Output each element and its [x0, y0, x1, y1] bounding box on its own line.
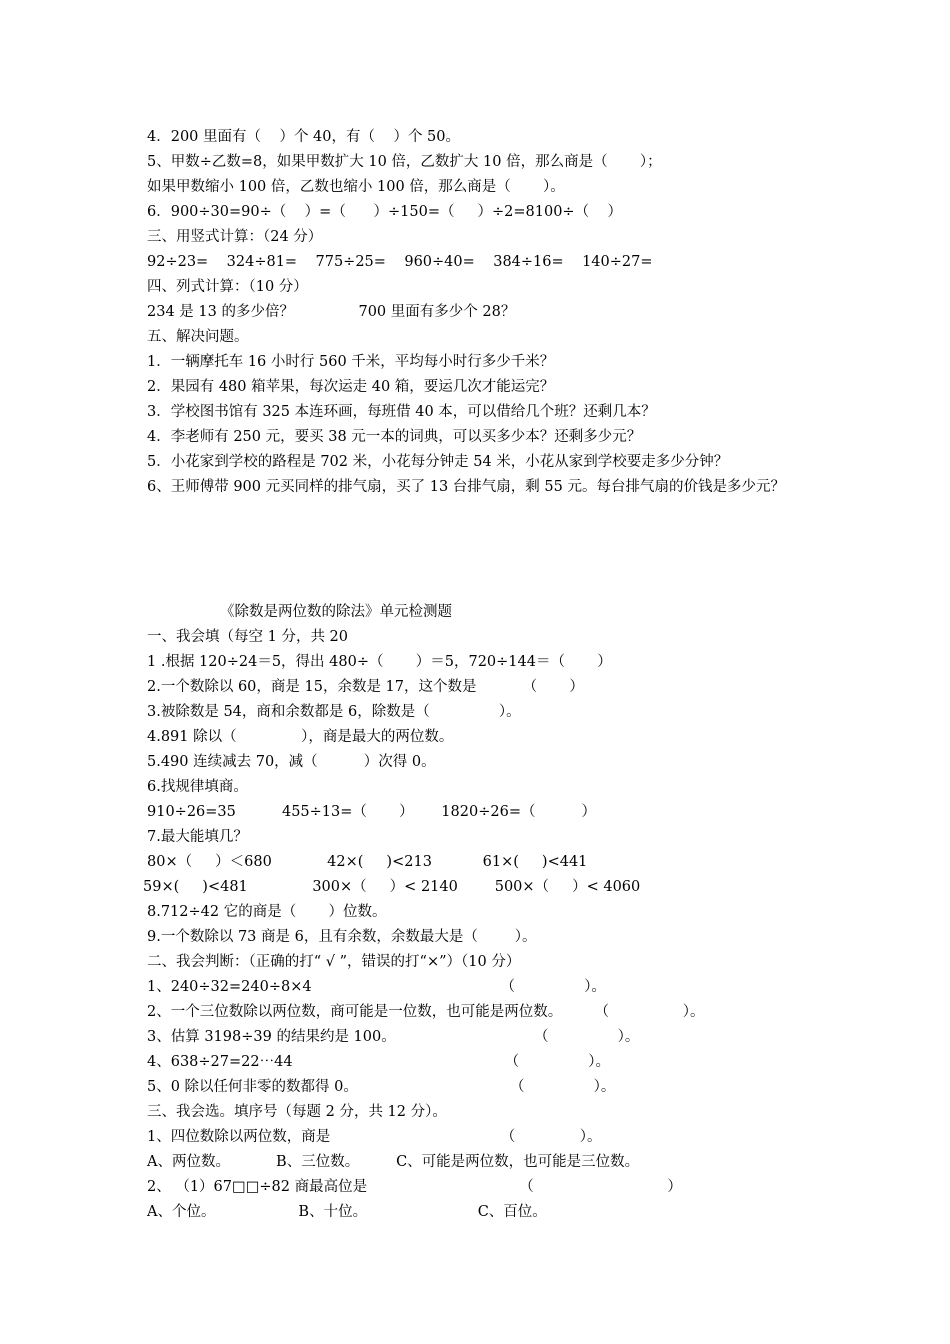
fill-item-6-pattern: 910÷26=35 455÷13=（ ） 1820÷26=（ ）	[147, 804, 597, 820]
section-heading-fill: 一、我会填（每空 1 分，共 20	[147, 629, 349, 645]
fill-q5-line1: 5、甲数÷乙数=8，如果甲数扩大 10 倍，乙数扩大 10 倍，那么商是（ ）；	[147, 154, 662, 170]
problem-3: 3．学校图书馆有 325 本连环画，每班借 40 本，可以借给几个班？还剩几本？	[147, 404, 656, 420]
fill-item-1: 1 .根据 120÷24＝5，得出 480÷（ ）＝5，720÷144＝（ ）	[147, 654, 612, 670]
fill-item-7-row2: 59×( )<481 300×（ ）< 2140 500×（ ）< 4060	[143, 879, 641, 895]
problem-4: 4．李老师有 250 元，要买 38 元一本的词典，可以买多少本？还剩多少元？	[147, 429, 642, 445]
judge-item-4: 4、638÷27=22⋯44 （ ）。	[147, 1054, 610, 1070]
test-title: 《除数是两位数的除法》单元检测题	[220, 604, 452, 620]
fill-item-4: 4.891 除以（ ），商是最大的两位数。	[147, 729, 454, 745]
problem-5: 5．小花家到学校的路程是 702 米，小花每分钟走 54 米，小花从家到学校要走多少分钟？	[147, 454, 729, 470]
judge-item-1: 1、240÷32=240÷8×4 （ ）。	[147, 979, 606, 995]
vertical-calc-problems: 92÷23= 324÷81= 775÷25= 960÷40= 384÷16= 140÷27=	[147, 254, 653, 270]
fill-q6: 6．900÷30=90÷（ ）=（ ）÷150=（ ）÷2=8100÷（ ）	[147, 204, 623, 220]
choose-item-1: 1、四位数除以两位数，商是 （ ）。	[147, 1129, 602, 1145]
judge-item-3: 3、估算 3198÷39 的结果约是 100。 （ ）。	[147, 1029, 640, 1045]
section-heading-expression-calc: 四、列式计算：（10 分）	[147, 279, 308, 295]
section-heading-judge: 二、我会判断：（正确的打“ √ ”，错误的打“×”）（10 分）	[147, 954, 521, 970]
judge-item-5: 5、0 除以任何非零的数都得 0。 （ ）。	[147, 1079, 616, 1095]
fill-item-7: 7.最大能填几？	[147, 829, 248, 845]
problem-2: 2．果园有 480 箱苹果，每次运走 40 箱，要运几次才能运完？	[147, 379, 555, 395]
section-heading-vertical-calc: 三、用竖式计算：（24 分）	[147, 229, 323, 245]
problem-1: 1．一辆摩托车 16 小时行 560 千米，平均每小时行多少千米？	[147, 354, 555, 370]
fill-item-6: 6.找规律填商。	[147, 779, 248, 795]
expression-calc-problems: 234 是 13 的多少倍？ 700 里面有多少个 28？	[147, 304, 516, 320]
fill-item-7-row1: 80×（ ）＜680 42×( )<213 61×( )<441	[147, 854, 588, 870]
judge-item-2: 2、一个三位数除以两位数，商可能是一位数，也可能是两位数。 （ ）。	[147, 1004, 705, 1020]
choose-item-1-options: A、两位数。 B、三位数。 C、可能是两位数，也可能是三位数。	[147, 1154, 640, 1170]
section-heading-problem-solving: 五、解决问题。	[147, 329, 249, 345]
fill-item-5: 5.490 连续减去 70，减（ ）次得 0。	[147, 754, 436, 770]
fill-item-9: 9.一个数除以 73 商是 6，且有余数，余数最大是（ ）。	[147, 929, 537, 945]
problem-6: 6、王师傅带 900 元买同样的排气扇，买了 13 台排气扇，剩 55 元。每台排气扇的价钱是多少元？	[147, 479, 785, 495]
choose-item-2: 2、 （1）67□□÷82 商最高位是 （ ）	[147, 1179, 682, 1195]
fill-item-2: 2.一个数除以 60，商是 15，余数是 17，这个数是 （ ）	[147, 679, 584, 695]
section-heading-choose: 三、我会选。填序号（每题 2 分，共 12 分）。	[147, 1104, 447, 1120]
fill-item-8: 8.712÷42 它的商是（ ）位数。	[147, 904, 387, 920]
fill-item-3: 3.被除数是 54，商和余数都是 6，除数是（ ）。	[147, 704, 521, 720]
choose-item-2-options: A、个位。 B、十位。 C、百位。	[147, 1204, 547, 1220]
fill-q5-line2: 如果甲数缩小 100 倍，乙数也缩小 100 倍，那么商是（ ）。	[147, 179, 565, 195]
fill-q4: 4．200 里面有（ ）个 40，有（ ）个 50。	[147, 129, 461, 145]
